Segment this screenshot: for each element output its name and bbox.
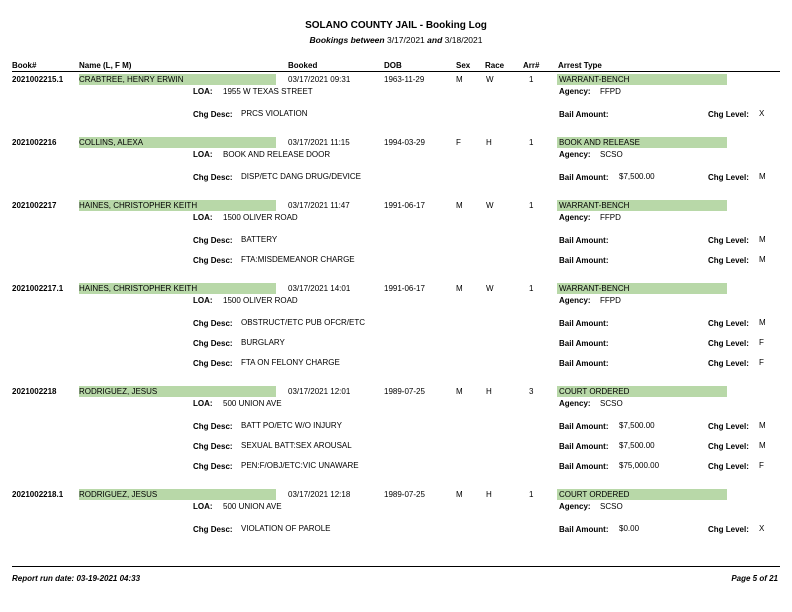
date-of-birth: 1991-06-17 — [384, 284, 425, 293]
date-of-birth: 1989-07-25 — [384, 387, 425, 396]
loa-value: 500 UNION AVE — [223, 502, 282, 511]
chg-level-label: Chg Level: — [708, 173, 749, 182]
chg-level-label: Chg Level: — [708, 110, 749, 119]
booked-datetime: 03/17/2021 12:18 — [288, 490, 351, 499]
footer-rule — [12, 566, 780, 567]
chg-desc-value: BURGLARY — [241, 338, 285, 347]
arrest-number: 1 — [529, 138, 534, 147]
chg-desc-label: Chg Desc: — [193, 173, 233, 182]
chg-level-label: Chg Level: — [708, 256, 749, 265]
chg-level-label: Chg Level: — [708, 525, 749, 534]
chg-level-value: F — [759, 358, 764, 367]
col-header-name: Name (L, F M) — [79, 61, 132, 70]
date-from: 3/17/2021 — [386, 35, 425, 45]
chg-desc-value: BATT PO/ETC W/O INJURY — [241, 421, 342, 430]
bail-amount-label: Bail Amount: — [559, 422, 609, 431]
date-of-birth: 1989-07-25 — [384, 490, 425, 499]
chg-desc-value: DISP/ETC DANG DRUG/DEVICE — [241, 172, 362, 181]
bail-amount-label: Bail Amount: — [559, 525, 609, 534]
chg-desc-label: Chg Desc: — [193, 359, 233, 368]
race: H — [486, 138, 492, 147]
col-header-booked: Booked — [288, 61, 318, 70]
loa-value: 1955 W TEXAS STREET — [223, 87, 313, 96]
agency-label: Agency: — [559, 502, 591, 511]
loa-value: 1500 OLIVER ROAD — [223, 213, 298, 222]
chg-level-value: M — [759, 172, 766, 181]
book-number: 2021002217 — [12, 201, 57, 210]
bail-amount-label: Bail Amount: — [559, 339, 609, 348]
chg-desc-value: PRCS VIOLATION — [241, 109, 308, 118]
bail-amount-value: $7,500.00 — [619, 421, 655, 430]
race: H — [486, 387, 492, 396]
bail-amount-value: $75,000.00 — [619, 461, 660, 470]
col-header-race: Race — [485, 61, 505, 70]
agency-label: Agency: — [559, 213, 591, 222]
page-number: Page 5 of 21 — [731, 574, 778, 583]
loa-label: LOA: — [193, 150, 213, 159]
inmate-name: HAINES, CHRISTOPHER KEITH — [79, 201, 198, 210]
booked-datetime: 03/17/2021 09:31 — [288, 75, 351, 84]
header-rule — [12, 71, 780, 72]
chg-desc-label: Chg Desc: — [193, 462, 233, 471]
sex: M — [456, 75, 463, 84]
sex: M — [456, 201, 463, 210]
date-to: 3/18/2021 — [444, 35, 483, 45]
chg-level-value: F — [759, 461, 764, 470]
bail-amount-label: Bail Amount: — [559, 173, 609, 182]
loa-value: 500 UNION AVE — [223, 399, 282, 408]
booked-datetime: 03/17/2021 12:01 — [288, 387, 351, 396]
bail-amount-value: $7,500.00 — [619, 172, 655, 181]
sex: M — [456, 284, 463, 293]
chg-desc-label: Chg Desc: — [193, 319, 233, 328]
booked-datetime: 03/17/2021 11:47 — [288, 201, 350, 210]
arrest-type: BOOK AND RELEASE — [559, 138, 640, 147]
loa-value: BOOK AND RELEASE DOOR — [223, 150, 331, 159]
arrest-type: WARRANT-BENCH — [559, 284, 630, 293]
chg-level-label: Chg Level: — [708, 422, 749, 431]
chg-level-value: X — [759, 109, 765, 118]
bail-amount-label: Bail Amount: — [559, 359, 609, 368]
agency-label: Agency: — [559, 399, 591, 408]
agency-label: Agency: — [559, 150, 591, 159]
loa-label: LOA: — [193, 213, 213, 222]
chg-desc-label: Chg Desc: — [193, 339, 233, 348]
race: H — [486, 490, 492, 499]
bail-amount-value: $0.00 — [619, 524, 640, 533]
date-of-birth: 1994-03-29 — [384, 138, 425, 147]
inmate-name: CRABTREE, HENRY ERWIN — [79, 75, 184, 84]
chg-desc-label: Chg Desc: — [193, 525, 233, 534]
date-of-birth: 1991-06-17 — [384, 201, 425, 210]
chg-level-label: Chg Level: — [708, 359, 749, 368]
bail-amount-label: Bail Amount: — [559, 236, 609, 245]
inmate-name: COLLINS, ALEXA — [79, 138, 144, 147]
chg-level-value: X — [759, 524, 765, 533]
agency-label: Agency: — [559, 296, 591, 305]
chg-level-label: Chg Level: — [708, 236, 749, 245]
chg-desc-value: FTA ON FELONY CHARGE — [241, 358, 340, 367]
loa-label: LOA: — [193, 502, 213, 511]
loa-value: 1500 OLIVER ROAD — [223, 296, 298, 305]
col-header-dob: DOB — [384, 61, 402, 70]
chg-desc-value: FTA:MISDEMEANOR CHARGE — [241, 255, 355, 264]
date-of-birth: 1963-11-29 — [384, 75, 425, 84]
bail-amount-label: Bail Amount: — [559, 442, 609, 451]
chg-level-label: Chg Level: — [708, 442, 749, 451]
bail-amount-label: Bail Amount: — [559, 110, 609, 119]
arrest-number: 1 — [529, 284, 534, 293]
col-header-arrest-type: Arrest Type — [558, 61, 602, 70]
inmate-name: HAINES, CHRISTOPHER KEITH — [79, 284, 198, 293]
agency-value: SCSO — [600, 502, 623, 511]
book-number: 2021002218 — [12, 387, 57, 396]
arrest-number: 3 — [529, 387, 534, 396]
book-number: 2021002215.1 — [12, 75, 64, 84]
chg-level-value: M — [759, 235, 766, 244]
chg-desc-value: PEN:F/OBJ/ETC:VIC UNAWARE — [241, 461, 359, 470]
agency-value: SCSO — [600, 399, 623, 408]
sex: F — [456, 138, 461, 147]
chg-desc-value: VIOLATION OF PAROLE — [241, 524, 331, 533]
chg-desc-label: Chg Desc: — [193, 422, 233, 431]
book-number: 2021002217.1 — [12, 284, 64, 293]
chg-desc-value: BATTERY — [241, 235, 278, 244]
col-header-arr: Arr# — [523, 61, 540, 70]
chg-desc-label: Chg Desc: — [193, 110, 233, 119]
chg-level-label: Chg Level: — [708, 319, 749, 328]
subtitle-and: and — [427, 35, 443, 45]
agency-label: Agency: — [559, 87, 591, 96]
chg-desc-label: Chg Desc: — [193, 236, 233, 245]
chg-level-value: M — [759, 255, 766, 264]
chg-level-value: M — [759, 441, 766, 450]
agency-value: SCSO — [600, 150, 623, 159]
bail-amount-label: Bail Amount: — [559, 319, 609, 328]
loa-label: LOA: — [193, 399, 213, 408]
race: W — [486, 201, 494, 210]
report-run-date: Report run date: 03-19-2021 04:33 — [12, 574, 141, 583]
loa-label: LOA: — [193, 296, 213, 305]
col-header-sex: Sex — [456, 61, 471, 70]
book-number: 2021002216 — [12, 138, 57, 147]
chg-level-label: Chg Level: — [708, 462, 749, 471]
chg-desc-label: Chg Desc: — [193, 256, 233, 265]
chg-desc-value: SEXUAL BATT:SEX AROUSAL — [241, 441, 352, 450]
report-title: SOLANO COUNTY JAIL - Booking Log — [305, 20, 487, 31]
booked-datetime: 03/17/2021 11:15 — [288, 138, 350, 147]
arrest-number: 1 — [529, 490, 534, 499]
loa-label: LOA: — [193, 87, 213, 96]
booked-datetime: 03/17/2021 14:01 — [288, 284, 351, 293]
chg-desc-value: OBSTRUCT/ETC PUB OFCR/ETC — [241, 318, 366, 327]
subtitle-prefix: Bookings between — [309, 35, 385, 45]
arrest-type: WARRANT-BENCH — [559, 201, 630, 210]
agency-value: FFPD — [600, 296, 621, 305]
arrest-type: WARRANT-BENCH — [559, 75, 630, 84]
chg-level-value: M — [759, 318, 766, 327]
arrest-number: 1 — [529, 201, 534, 210]
agency-value: FFPD — [600, 213, 621, 222]
bail-amount-value: $7,500.00 — [619, 441, 655, 450]
chg-level-label: Chg Level: — [708, 339, 749, 348]
bail-amount-label: Bail Amount: — [559, 256, 609, 265]
agency-value: FFPD — [600, 87, 621, 96]
chg-level-value: F — [759, 338, 764, 347]
sex: M — [456, 490, 463, 499]
race: W — [486, 75, 494, 84]
bail-amount-label: Bail Amount: — [559, 462, 609, 471]
race: W — [486, 284, 494, 293]
report-subtitle — [0, 35, 792, 45]
book-number: 2021002218.1 — [12, 490, 64, 499]
col-header-book: Book# — [12, 61, 37, 70]
sex: M — [456, 387, 463, 396]
chg-level-value: M — [759, 421, 766, 430]
arrest-number: 1 — [529, 75, 534, 84]
inmate-name: RODRIGUEZ, JESUS — [79, 490, 158, 499]
inmate-name: RODRIGUEZ, JESUS — [79, 387, 158, 396]
chg-desc-label: Chg Desc: — [193, 442, 233, 451]
arrest-type: COURT ORDERED — [559, 387, 630, 396]
arrest-type: COURT ORDERED — [559, 490, 630, 499]
